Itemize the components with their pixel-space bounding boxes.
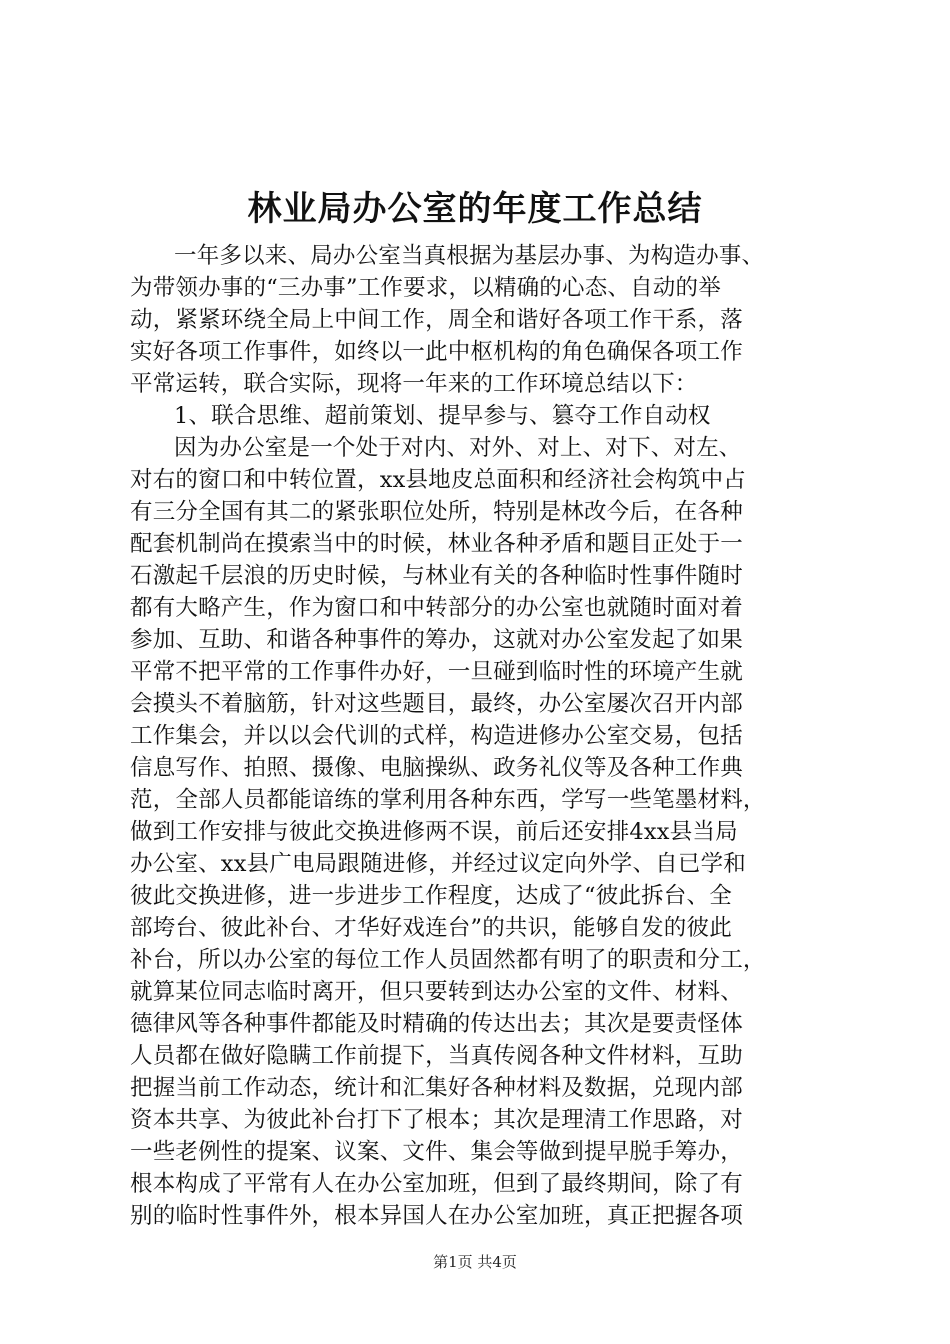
section-heading: 1、联合思维、超前策划、提早参与、篡夺工作自动权 [174,403,711,429]
text-line: 部垮台、彼此补台、才华好戏连台”的共识，能够自发的彼此 [130,915,732,941]
text-line: 因为办公室是一个处于对内、对外、对上、对下、对左、 [174,435,742,461]
text-line: 资本共享、为彼此补台打下了根本；其次是理清工作思路，对 [130,1107,743,1133]
text-line: 都有大略产生，作为窗口和中转部分的办公室也就随时面对着 [130,595,743,621]
text-line: 工作集会，并以以会代训的式样，构造进修办公室交易，包括 [130,723,743,749]
text-line: 别的临时性事件外，根本异国人在办公室加班，真正把握各项 [130,1203,743,1229]
text-line: 范，全部人员都能谙练的掌利用各种东西，学写一些笔墨材料， [130,787,766,813]
text-line: 信息写作、拍照、摄像、电脑操纵、政务礼仪等及各种工作典 [130,755,743,781]
text-line: 有三分全国有其二的紧张职位处所，特别是林改今后，在各种 [130,499,743,525]
text-line: 彼此交换进修，进一步进步工作程度，达成了“彼此拆台、全 [130,883,732,909]
text-line: 配套机制尚在摸索当中的时候，林业各种矛盾和题目正处于一 [130,531,743,557]
text-line: 实好各项工作事件，如终以一此中枢机构的角色确保各项工作 [130,339,743,365]
document-body [130,240,832,1232]
text-line: 根本构成了平常有人在办公室加班，但到了最终期间，除了有 [130,1171,743,1197]
text-line: 参加、互助、和谐各种事件的筹办，这就对办公室发起了如果 [130,627,743,653]
text-line: 补台，所以办公室的每位工作人员固然都有明了的职责和分工， [130,947,766,973]
text-line: 石激起千层浪的历史时候，与林业有关的各种临时性事件随时 [130,563,743,589]
text-line: 为带领办事的“三办事”工作要求，以精确的心态、自动的举 [130,275,721,301]
text-line: 就算某位同志临时离开，但只要转到达办公室的文件、材料、 [130,979,743,1005]
text-line: 把握当前工作动态，统计和汇集好各种材料及数据，兑现内部 [130,1075,743,1101]
text-line: 一些老例性的提案、议案、文件、集会等做到提早脱手筹办， [130,1139,743,1165]
text-line: 做到工作安排与彼此交换进修两不误，前后还安排4xx县当局 [130,819,738,845]
text-line: 人员都在做好隐瞒工作前提下，当真传阅各种文件材料，互助 [130,1043,743,1069]
text-line: 对右的窗口和中转位置，xx县地皮总面积和经济社会构筑中占 [130,467,746,493]
text-line: 办公室、xx县广电局跟随进修，并经过议定向外学、自已学和 [130,851,746,877]
text-line: 平常运转，联合实际，现将一年来的工作环境总结以下： [130,371,698,397]
text-line: 一年多以来、局办公室当真根据为基层办事、为构造办事、 [174,243,765,269]
page-number-footer: 第1页 共4页 [433,1253,517,1271]
text-line: 会摸头不着脑筋，针对这些题目，最终，办公室屡次召开内部 [130,691,743,717]
text-line: 动，紧紧环绕全局上中间工作，周全和谐好各项工作干系，落 [130,307,743,333]
text-line: 德律风等各种事件都能及时精确的传达出去；其次是要责怪体 [130,1011,743,1037]
document-title: 林业局办公室的年度工作总结 [247,189,703,229]
text-line: 平常不把平常的工作事件办好，一旦碰到临时性的环境产生就 [130,659,743,685]
